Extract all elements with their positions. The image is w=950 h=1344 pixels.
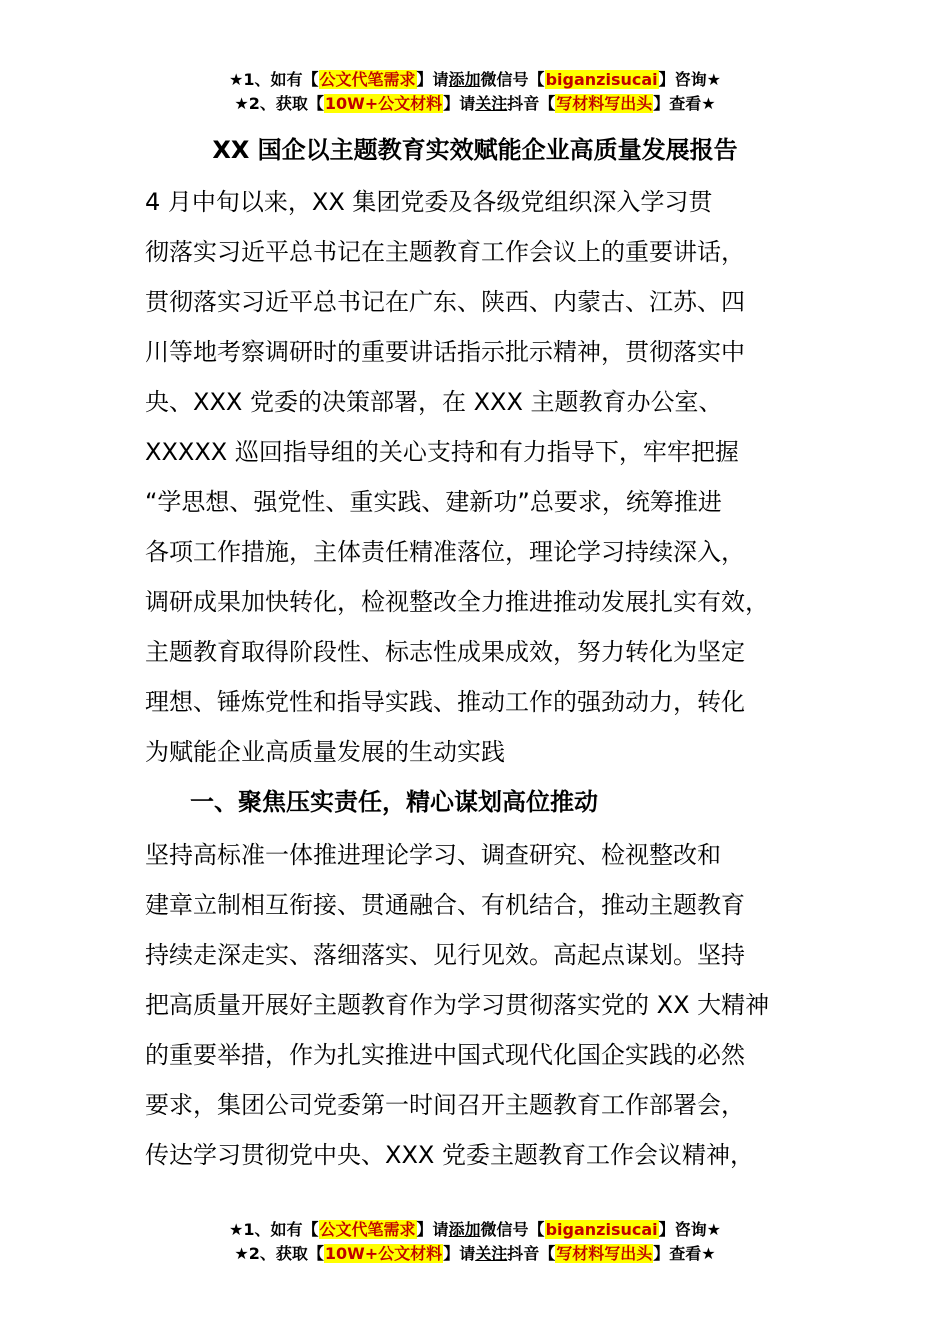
promo-text: 】请	[443, 1244, 476, 1263]
text-line: 调研成果加快转化，检视整改全力推进推动发展扎实有效，	[145, 588, 769, 616]
paragraph-intro	[145, 177, 813, 777]
promo-banner-bottom	[0, 1218, 950, 1266]
text-line: 为赋能企业高质量发展的生动实践	[145, 738, 505, 766]
promo-text-underlined: 关注	[475, 94, 508, 113]
text-line: 理想、锤炼党性和指导实践、推动工作的强劲动力，转化	[145, 688, 745, 716]
promo-text-underlined: 添加	[448, 1220, 481, 1239]
text-line: 要求，集团公司党委第一时间召开主题教育工作部署会，	[145, 1091, 745, 1119]
promo-text-underlined: 关注	[475, 1244, 508, 1263]
promo-text: 微信号【	[480, 1220, 545, 1239]
text-line: 各项工作措施，主体责任精准落位，理论学习持续深入，	[145, 538, 745, 566]
promo-banner-top	[0, 68, 950, 116]
promo-wechat-id: biganzisucai	[545, 1220, 658, 1239]
promo-wechat-id: biganzisucai	[545, 70, 658, 89]
text-line: XXXXX 巡回指导组的关心支持和有力指导下，牢牢把握	[145, 438, 739, 466]
text-line: 把高质量开展好主题教育作为学习贯彻落实党的 XX 大精神	[145, 991, 770, 1019]
promo-text: 微信号【	[480, 70, 545, 89]
promo-text: 抖音【	[507, 94, 556, 113]
promo-highlight: 公文代笔需求	[319, 1220, 416, 1239]
promo-line-2	[0, 1242, 950, 1266]
text-line: 贯彻落实习近平总书记在广东、陕西、内蒙古、江苏、四	[145, 288, 745, 316]
promo-text: 抖音【	[507, 1244, 556, 1263]
promo-line-1	[0, 68, 950, 92]
section-heading-1: 一、聚焦压实责任，精心谋划高位推动	[190, 788, 598, 816]
promo-text: ★2、获取【	[234, 1244, 324, 1263]
document-title: XX 国企以主题教育实效赋能企业高质量发展报告	[212, 136, 738, 164]
promo-text: ★2、获取【	[234, 94, 324, 113]
promo-text: ★1、如有【	[229, 1220, 319, 1239]
promo-line-1	[0, 1218, 950, 1242]
text-line: 传达学习贯彻党中央、XXX 党委主题教育工作会议精神，	[145, 1141, 754, 1169]
promo-highlight: 公文代笔需求	[319, 70, 416, 89]
promo-highlight: 10W+公文材料	[324, 94, 443, 113]
promo-text: 】请	[416, 70, 449, 89]
paragraph-section-1	[145, 830, 813, 1180]
promo-douyin-id: 写材料写出头	[556, 1244, 653, 1263]
promo-text: 】查看★	[653, 94, 716, 113]
text-line: 的重要举措，作为扎实推进中国式现代化国企实践的必然	[145, 1041, 745, 1069]
promo-line-2	[0, 92, 950, 116]
promo-douyin-id: 写材料写出头	[556, 94, 653, 113]
text-line: 建章立制相互衔接、贯通融合、有机结合，推动主题教育	[145, 891, 745, 919]
text-line: 央、XXX 党委的决策部署，在 XXX 主题教育办公室、	[145, 388, 723, 416]
text-line: 持续走深走实、落细落实、见行见效。高起点谋划。坚持	[145, 941, 745, 969]
text-line: 彻落实习近平总书记在主题教育工作会议上的重要讲话，	[145, 238, 745, 266]
text-line: 4 月中旬以来，XX 集团党委及各级党组织深入学习贯	[145, 188, 713, 216]
text-line: 坚持高标准一体推进理论学习、调查研究、检视整改和	[145, 841, 721, 869]
promo-text-underlined: 添加	[448, 70, 481, 89]
text-line: 川等地考察调研时的重要讲话指示批示精神，贯彻落实中	[145, 338, 745, 366]
text-line: “学思想、强党性、重实践、建新功”总要求，统筹推进	[145, 488, 722, 516]
promo-text: 】查看★	[653, 1244, 716, 1263]
promo-text: 】请	[443, 94, 476, 113]
text-line: 主题教育取得阶段性、标志性成果成效，努力转化为坚定	[145, 638, 745, 666]
promo-text: 】请	[416, 1220, 449, 1239]
promo-text: 】咨询★	[658, 70, 721, 89]
promo-highlight: 10W+公文材料	[324, 1244, 443, 1263]
promo-text: 】咨询★	[658, 1220, 721, 1239]
promo-text: ★1、如有【	[229, 70, 319, 89]
